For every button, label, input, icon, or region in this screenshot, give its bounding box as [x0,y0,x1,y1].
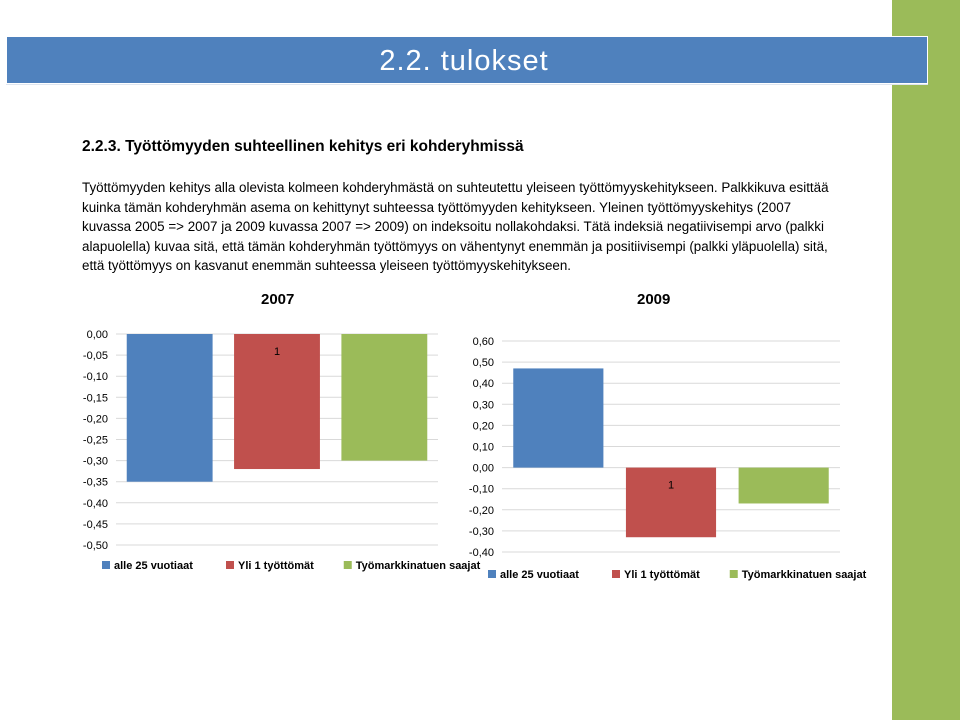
legend-swatch [730,570,738,578]
side-accent-bar [890,0,960,720]
y-tick-label: -0,10 [82,371,108,384]
legend-entry: Työmarkkinatuen saajat [741,569,867,581]
y-tick-label: 0,00 [472,462,494,475]
y-tick-label: -0,05 [82,350,108,363]
y-tick-label: -0,40 [468,547,494,559]
y-tick-label: 0,10 [472,441,494,454]
side-accent-divider [889,0,892,720]
y-tick-label: -0,35 [82,476,108,489]
y-tick-label: -0,15 [82,392,108,405]
y-tick-label: -0,20 [468,504,494,517]
legend-entry: Yli 1 työttömät [238,560,314,572]
y-tick-label: -0,40 [82,497,108,510]
section-heading: 2.2.3. Työttömyyden suhteellinen kehitys eri kohderyhmissä [82,138,524,155]
y-tick-label: -0,25 [82,434,108,447]
body-paragraph: Työttömyyden kehitys alla olevista kolmeen kohderyhmästä on suhteutettu yleiseen työttömyyskehitykseen. Palkkikuva esittää kuinka tämän kohderyhmän asema on kehittynyt suhteessa työttömyyden kehitykseen. Yleinen työttömyyskehitys (2007 kuvassa 2005 => 2007 ja 2009 kuvassa 2007 => 2009) on indeksoitu nollakohdaksi. Tätä indeksiä negatiivisempi arvo (palkki alapuolella) kuvaa sitä, että tämän kohderyhmän työttömyys on vähentynyt enemmän ja positiivisempi (palkki yläpuolella) sitä, että työttömyys on kasvanut enemmän suhteessa yleiseen työttömyyskehitykseen. [82,180,829,274]
legend-swatch [488,570,496,578]
y-tick-label: -0,30 [468,525,494,538]
y-tick-label: -0,50 [82,540,108,552]
legend-entry: Yli 1 työttömät [624,569,700,581]
bar-ty-markkinatuen-saajat [739,468,829,504]
y-tick-label: 0,60 [472,336,494,348]
y-tick-label: -0,20 [82,413,108,426]
y-tick-label: 0,00 [86,329,108,341]
y-tick-label: 0,30 [472,399,494,412]
bar-yli-1-ty-tt-m-t [626,468,716,538]
y-tick-label: -0,45 [82,518,108,531]
y-tick-label: -0,10 [468,483,494,496]
chart-title-2007: 2007 [261,291,295,308]
category-data-label: 1 [273,346,281,358]
y-tick-label: 0,50 [472,357,494,370]
legend-entry: alle 25 vuotiaat [500,569,579,581]
y-tick-label: 0,20 [472,420,494,433]
chart-title-2009: 2009 [637,291,671,308]
category-data-label: 1 [667,479,675,492]
legend-entry: Työmarkkinatuen saajat [355,560,481,572]
legend-entry: alle 25 vuotiaat [114,560,193,572]
slide-title: 2.2. tulokset [379,45,549,77]
legend-swatch [612,570,620,578]
y-tick-label: 0,40 [472,378,494,391]
y-tick-label: -0,30 [82,455,108,468]
bar-alle-25-vuotiaat [513,368,603,467]
